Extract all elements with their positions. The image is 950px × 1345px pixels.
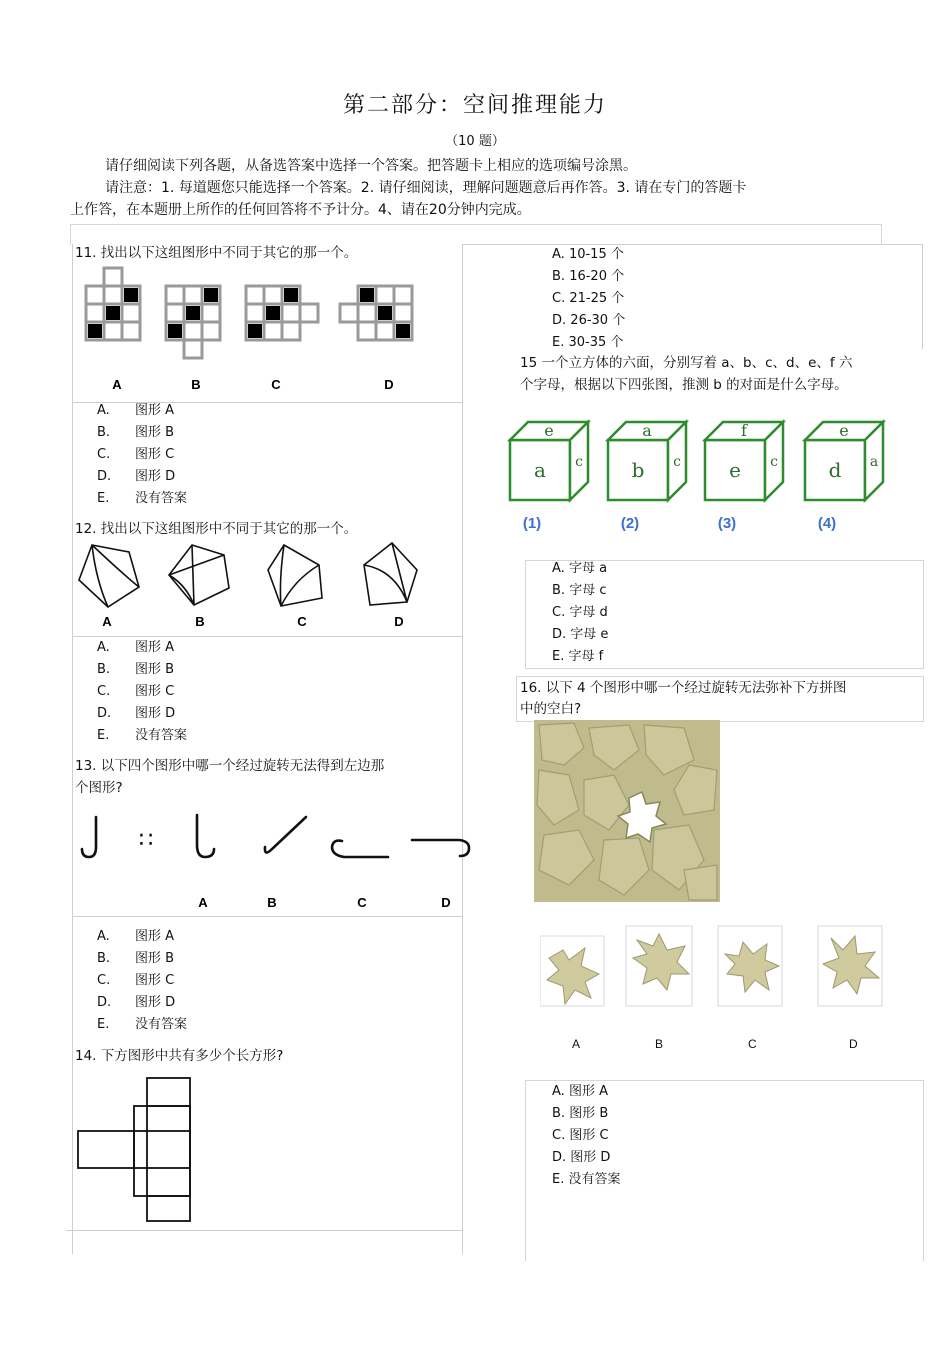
q14-option-a[interactable]: A. 10-15 个 [552, 247, 624, 262]
q15-cube-label: (3) [717, 515, 737, 532]
q13-option-b[interactable]: B. 图形 B [97, 951, 175, 966]
q15-option-b[interactable]: B. 字母 c [552, 583, 607, 598]
q15-cube [510, 421, 588, 532]
q13-separator: ∷ [139, 828, 153, 853]
q15-option-d[interactable]: D. 字母 e [552, 627, 609, 642]
q12-option-e[interactable]: E. 没有答案 [97, 728, 188, 743]
q13-hook-b [265, 817, 306, 853]
q15-cube-side-letter: c [575, 454, 583, 470]
q15-question-line-2: 个字母，根据以下四张图，推测 b 的对面是什么字母。 [520, 377, 848, 393]
q14-option-d[interactable]: D. 26-30 个 [552, 313, 626, 328]
q16-piece-label-b: B [655, 1037, 664, 1051]
q12-pentagon-a [79, 545, 139, 607]
q12-option-b[interactable]: B. 图形 B [97, 662, 175, 677]
q15-cube-top-letter: a [642, 421, 652, 440]
q11-fig-label-a: A [112, 377, 122, 392]
q13-fig-label-b: B [267, 895, 277, 910]
q16-piece-label-c: C [748, 1037, 757, 1051]
q13-figure [74, 805, 474, 913]
q15-cube-front-letter: b [631, 458, 645, 482]
q15-cube-front-letter: e [729, 458, 741, 482]
q11-grid-figure [246, 286, 318, 340]
q13-fig-label-a: A [198, 895, 208, 910]
q15-cube [608, 421, 686, 532]
q16-piece [818, 926, 882, 1006]
q11-option-c[interactable]: C. 图形 C [97, 447, 175, 462]
q14-question: 14. 下方图形中共有多少个长方形? [75, 1048, 284, 1064]
q13-fig-label-c: C [357, 895, 367, 910]
q16-option-c[interactable]: C. 图形 C [552, 1128, 609, 1143]
q11-fig-label-d: D [384, 377, 394, 392]
q16-piece [626, 926, 692, 1006]
q16-piece [540, 936, 604, 1006]
q13-fig-label-d: D [441, 895, 451, 910]
q11-fig-label-c: C [271, 377, 281, 392]
q12-curves-b [169, 545, 224, 605]
intro-line-3: 上作答，在本题册上所作的任何回答将不予计分。4、请在20分钟内完成。 [70, 202, 531, 218]
q15-cubes-figure [492, 396, 904, 548]
q15-cube-side-letter: c [673, 454, 681, 470]
q12-option-d[interactable]: D. 图形 D [97, 706, 176, 721]
q13-divider [72, 916, 462, 917]
q11-figure [80, 262, 430, 397]
q12-pentagon-d [364, 543, 417, 605]
q15-option-e[interactable]: E. 字母 f [552, 649, 604, 664]
q12-fig-label-c: C [297, 614, 307, 629]
q16-piece-label-a: A [572, 1037, 581, 1051]
q15-cube-top-letter: e [839, 421, 849, 440]
q15-option-a[interactable]: A. 字母 a [552, 561, 608, 576]
q14-figure [74, 1068, 194, 1228]
q11-options [97, 400, 187, 510]
q15-options [552, 558, 608, 668]
q14-divider [66, 1230, 462, 1231]
q13-question-line-2: 个图形? [75, 780, 123, 796]
q13-option-e[interactable]: E. 没有答案 [97, 1017, 188, 1032]
q13-question-line-1: 13. 以下四个图形中哪一个经过旋转无法得到左边那 [75, 758, 385, 774]
q14-option-e[interactable]: E. 30-35 个 [552, 335, 624, 350]
q16-options [552, 1081, 621, 1191]
q15-cube-label: (1) [522, 515, 542, 532]
q16-option-d[interactable]: D. 图形 D [552, 1150, 611, 1165]
q12-fig-label-b: B [195, 614, 205, 629]
q15-cube-label: (4) [817, 515, 837, 532]
q15-cube-front-letter: a [534, 458, 546, 482]
q13-option-d[interactable]: D. 图形 D [97, 995, 176, 1010]
q11-fig-label-b: B [191, 377, 201, 392]
q12-fig-label-d: D [394, 614, 404, 629]
q13-reference-hook [82, 817, 96, 857]
q13-options [97, 926, 187, 1036]
q12-option-a[interactable]: A. 图形 A [97, 640, 175, 655]
question-count: （10 题） [445, 134, 505, 149]
q16-pieces-figure [540, 922, 885, 1012]
q15-cube-side-letter: c [770, 454, 778, 470]
q11-option-a[interactable]: A. 图形 A [97, 403, 175, 418]
q12-options [97, 637, 187, 747]
q12-question: 12. 找出以下这组图形中不同于其它的那一个。 [75, 521, 358, 537]
q14-option-c[interactable]: C. 21-25 个 [552, 291, 625, 306]
q13-hook-a [197, 815, 214, 857]
page-title: 第二部分：空间推理能力 [342, 93, 607, 118]
q16-piece [718, 926, 782, 1006]
right-column-border [922, 244, 923, 349]
q15-cube-label: (2) [620, 515, 640, 532]
q15-cube-side-letter: a [869, 454, 879, 470]
q15-option-c[interactable]: C. 字母 d [552, 605, 608, 620]
q15-cube-front-letter: d [828, 458, 842, 482]
q11-grid-figure [340, 286, 412, 340]
q11-question: 11. 找出以下这组图形中不同于其它的那一个。 [75, 245, 358, 261]
q15-cube [705, 421, 783, 532]
q12-option-c[interactable]: C. 图形 C [97, 684, 175, 699]
q14-vertical-strip [147, 1078, 190, 1221]
q16-question-line-1: 16. 以下 4 个图形中哪一个经过旋转无法弥补下方拼图 [520, 680, 847, 696]
left-column-border [72, 244, 73, 1254]
q16-option-a[interactable]: A. 图形 A [552, 1084, 608, 1099]
q13-hook-c [332, 841, 388, 857]
q14-middle-rect [134, 1106, 190, 1196]
q13-hook-d [412, 840, 469, 856]
q11-grid-figure [166, 286, 220, 358]
q12-pentagon-c [268, 545, 322, 606]
q15-cube [805, 421, 883, 532]
q16-question-line-2: 中的空白? [520, 701, 582, 717]
q13-option-a[interactable]: A. 图形 A [97, 929, 175, 944]
right-column-top [462, 244, 922, 245]
q16-option-b[interactable]: B. 图形 B [552, 1106, 609, 1121]
q15-cube-top-letter: f [741, 421, 747, 440]
q12-figure [74, 540, 426, 630]
q11-option-d[interactable]: D. 图形 D [97, 469, 176, 484]
q14-options [552, 244, 625, 354]
q14-option-b[interactable]: B. 16-20 个 [552, 269, 625, 284]
intro-line-1: 请仔细阅读下列各题，从备选答案中选择一个答案。把答题卡上相应的选项编号涂黑。 [105, 158, 637, 174]
q13-option-c[interactable]: C. 图形 C [97, 973, 175, 988]
q16-puzzle-image [534, 720, 720, 902]
q11-grid-figure [86, 268, 140, 340]
intro-line-2: 请注意：1. 每道题您只能选择一个答案。2. 请仔细阅读，理解问题题意后再作答。3. 请在专门的答题卡 [105, 180, 747, 196]
q16-piece-label-d: D [849, 1037, 858, 1051]
q16-option-e[interactable]: E. 没有答案 [552, 1172, 621, 1187]
q11-option-e[interactable]: E. 没有答案 [97, 491, 188, 506]
q11-option-b[interactable]: B. 图形 B [97, 425, 175, 440]
q15-cube-top-letter: e [544, 421, 554, 440]
q12-fig-label-a: A [102, 614, 112, 629]
left-column-border-right [462, 244, 463, 1254]
q12-pentagon-b [169, 545, 229, 605]
q15-question-line-1: 15 一个立方体的六面，分别写着 a、b、c、d、e、f 六 [520, 355, 853, 371]
